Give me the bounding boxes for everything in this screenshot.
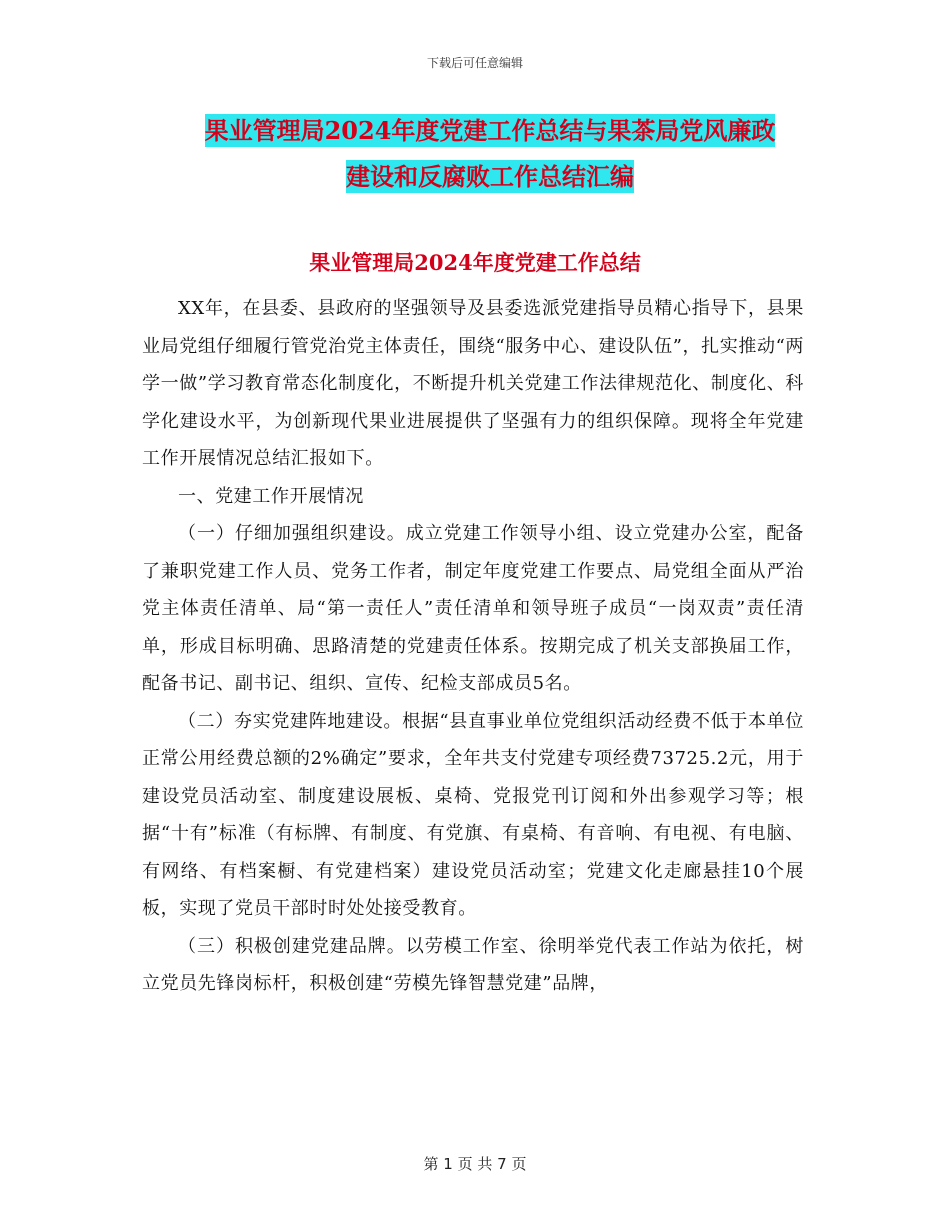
document-body [142, 290, 804, 1003]
paragraph: 一、党建工作开展情况 [178, 485, 364, 507]
page-number: 第 1 页 共 7 页 [423, 1155, 527, 1173]
header-note: 下载后可任意编辑 [426, 56, 523, 70]
paragraph: （一）仔细加强组织建设。成立党建工作领导小组、设立党建办公室，配备了兼职党建工作人员、党务工作者，制定年度党建工作要点、局党组全面从严治党主体责任清单、局“第一责任人”责任清单和领导班子成员“一岗双责”责任清单，形成目标明确、思路清楚的党建责任体系。按期完成了机关支部换届工作，配备书记、副书记、组织、宣传、纪检支部成员5名。 [142, 523, 804, 694]
section-title: 果业管理局2024年度党建工作总结 [309, 250, 641, 275]
document-title-line-2: 建设和反腐败工作总结汇编 [346, 162, 634, 191]
document-title-line-1: 果业管理局2024年度党建工作总结与果茶局党风廉政 [204, 116, 776, 145]
paragraph: （三）积极创建党建品牌。以劳模工作室、徐明举党代表工作站为依托，树立党员先锋岗标杆，积极创建“劳模先锋智慧党建”品牌， [142, 935, 804, 994]
document-title [120, 108, 860, 200]
paragraph: XX年，在县委、县政府的坚强领导及县委选派党建指导员精心指导下，县果业局党组仔细履行管党治党主体责任，围绕“服务中心、建设队伍”，扎实推动“两学一做”学习教育常态化制度化，不断提升机关党建工作法律规范化、制度化、科学化建设水平，为创新现代果业进展提供了坚强有力的组织保障。现将全年党建工作开展情况总结汇报如下。 [142, 298, 804, 469]
paragraph: （二）夯实党建阵地建设。根据“县直事业单位党组织活动经费不低于本单位正常公用经费总额的2%确定”要求，全年共支付党建专项经费73725.2元，用于建设党员活动室、制度建设展板、桌椅、党报党刊订阅和外出参观学习等；根据“十有”标准（有标牌、有制度、有党旗、有桌椅、有音响、有电视、有电脑、有网络、有档案橱、有党建档案）建设党员活动室；党建文化走廊悬挂10个展板，实现了党员干部时时处处接受教育。 [142, 710, 804, 919]
